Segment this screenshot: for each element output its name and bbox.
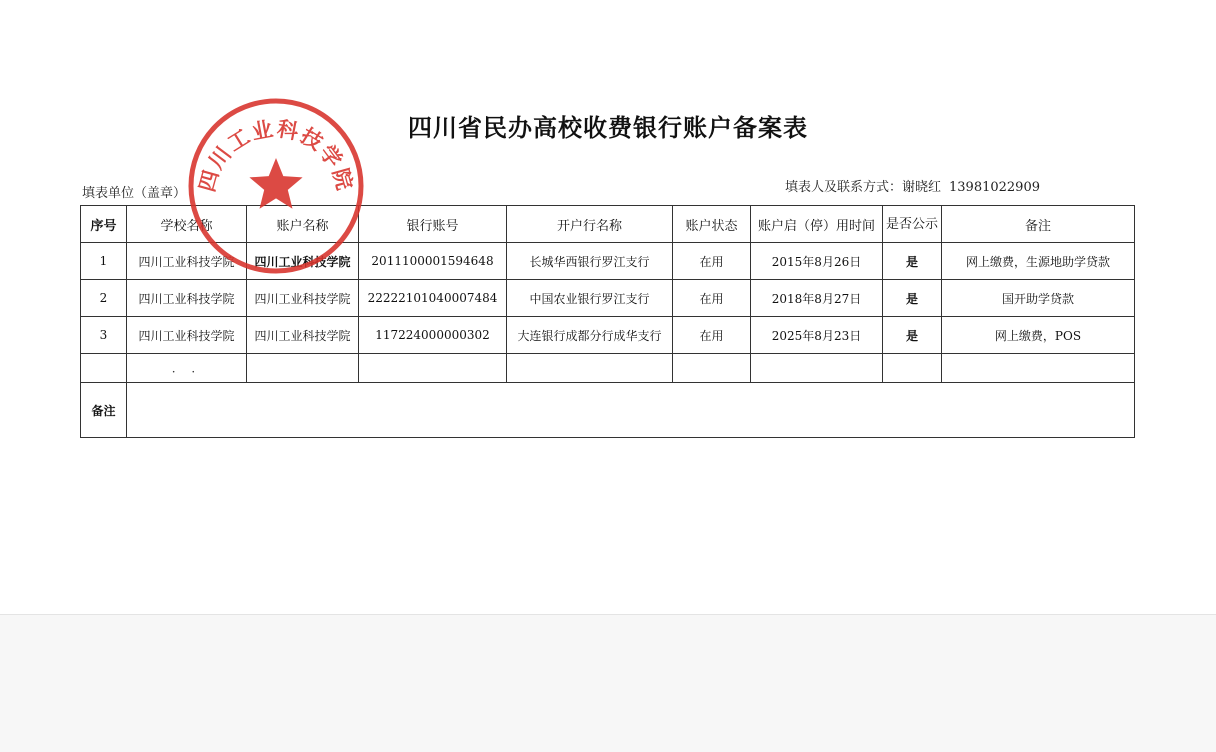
cell-account-no: 2011100001594648 (359, 243, 507, 280)
cell-empty-mark (127, 354, 247, 383)
header-note: 备注 (942, 206, 1135, 243)
cell-empty (942, 354, 1135, 383)
cell-school: 四川工业科技学院 (127, 317, 247, 354)
header-date: 账户启（停）用时间 (751, 206, 883, 243)
notes-label: 备注 (81, 383, 127, 438)
cell-no: 3 (81, 317, 127, 354)
header-account-name: 账户名称 (247, 206, 359, 243)
scan-background-band (0, 615, 1216, 752)
header-account-no: 银行账号 (359, 206, 507, 243)
cell-bank: 大连银行成都分行成华支行 (507, 317, 673, 354)
cell-account-name: 四川工业科技学院 (247, 280, 359, 317)
cell-note: 网上缴费，生源地助学贷款 (942, 243, 1135, 280)
cell-account-name: 四川工业科技学院 (247, 243, 359, 280)
seal-text-path: 四川工业科技学院 (194, 116, 358, 195)
cell-no: 1 (81, 243, 127, 280)
cell-bank: 长城华西银行罗江支行 (507, 243, 673, 280)
table-row-empty (81, 354, 1135, 383)
cell-school: 四川工业科技学院 (127, 243, 247, 280)
page-title: 四川省民办高校收费银行账户备案表 (408, 114, 808, 142)
cell-account-no: 117224000000302 (359, 317, 507, 354)
table-notes-row (81, 383, 1135, 438)
table-row (81, 317, 1135, 354)
header-bank: 开户行名称 (507, 206, 673, 243)
cell-no: 2 (81, 280, 127, 317)
cell-public: 是 (883, 280, 942, 317)
table-row (81, 280, 1135, 317)
cell-empty (247, 354, 359, 383)
cell-note: 国开助学贷款 (942, 280, 1135, 317)
cell-empty (359, 354, 507, 383)
cell-date: 2025年8月23日 (751, 317, 883, 354)
cell-bank: 中国农业银行罗江支行 (507, 280, 673, 317)
cell-status: 在用 (673, 243, 751, 280)
contact-label: 填表人及联系方式：谢晓红 (785, 180, 942, 195)
header-school: 学校名称 (127, 206, 247, 243)
cell-empty (81, 354, 127, 383)
official-seal (186, 96, 366, 276)
cell-account-name: 四川工业科技学院 (247, 317, 359, 354)
cell-public: 是 (883, 317, 942, 354)
cell-date: 2018年8月27日 (751, 280, 883, 317)
cell-empty (883, 354, 942, 383)
header-status: 账户状态 (673, 206, 751, 243)
cell-empty (673, 354, 751, 383)
header-public: 是否公示 (883, 206, 942, 243)
contact-info (785, 176, 1040, 195)
cell-note: 网上缴费，POS (942, 317, 1135, 354)
cell-status: 在用 (673, 317, 751, 354)
cell-status: 在用 (673, 280, 751, 317)
cell-account-no: 22222101040007484 (359, 280, 507, 317)
filler-unit-label: 填表单位（盖章） (82, 186, 187, 201)
cell-empty (507, 354, 673, 383)
cell-empty (751, 354, 883, 383)
header-seq: 序号 (81, 206, 127, 243)
cell-public: 是 (883, 243, 942, 280)
empty-row-mark: · · (171, 365, 202, 379)
seal-star-icon (249, 158, 302, 209)
contact-phone: 13981022909 (949, 180, 1040, 195)
cell-school: 四川工业科技学院 (127, 280, 247, 317)
notes-content (127, 383, 1135, 438)
cell-date: 2015年8月26日 (751, 243, 883, 280)
